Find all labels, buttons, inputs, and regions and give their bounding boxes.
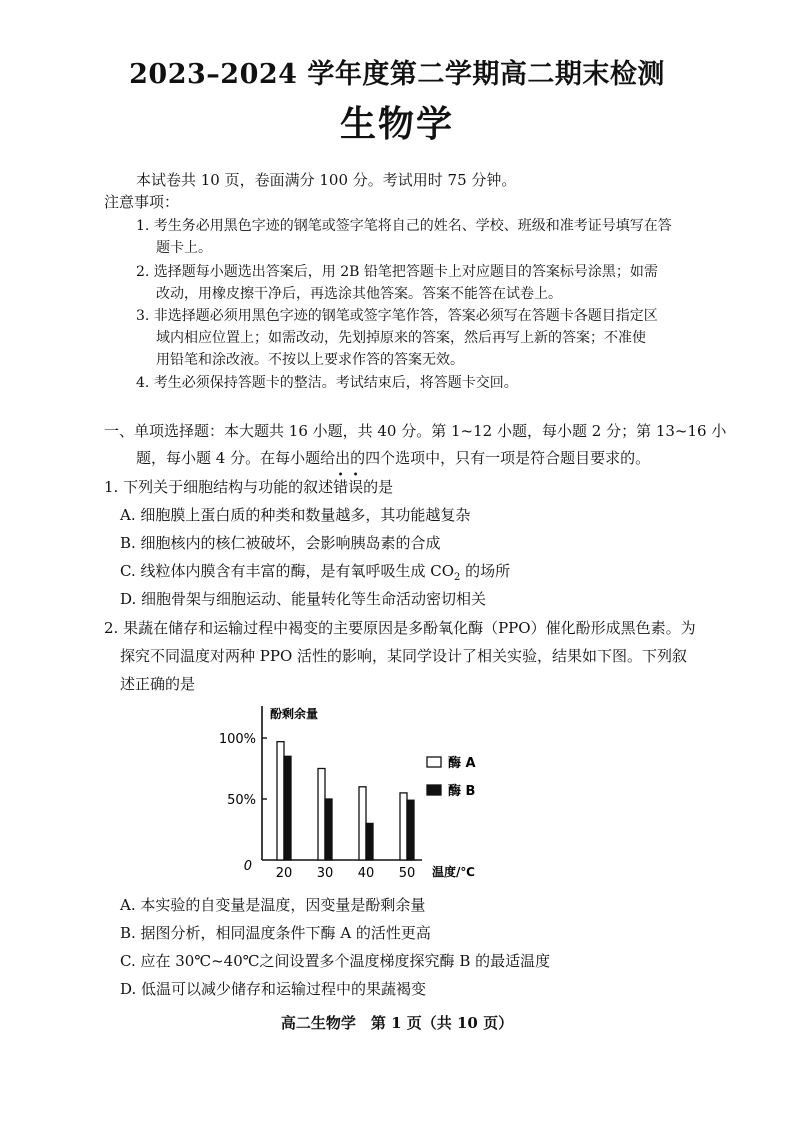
y-axis-label: 酚剩余量 (270, 707, 319, 721)
question-2-stem-line1: 2. 果蔬在储存和运输过程中褐变的主要原因是多酚氧化酶（PPO）催化酚形成黑色素。为 (104, 619, 696, 637)
question-1-option-a: A. 细胞膜上蛋白质的种类和数量越多，其功能越复杂 (120, 506, 471, 524)
question-2-option-b: B. 据图分析，相同温度条件下酶 A 的活性更高 (120, 924, 431, 942)
x-tick-labels (276, 866, 416, 881)
x-tick-label: 30 (316, 866, 334, 881)
exam-intro: 本试卷共 10 页，卷面满分 100 分。考试用时 75 分钟。 (136, 171, 517, 189)
question-2-option-a: A. 本实验的自变量是温度，因变量是酚剩余量 (120, 896, 426, 914)
question-2-stem-line2: 探究不同温度对两种 PPO 活性的影响，某同学设计了相关实验，结果如下图。下列叙 (120, 647, 688, 665)
bar-enzyme-a (318, 769, 325, 861)
x-tick-label: 40 (357, 866, 375, 881)
legend-label: 酶 B (448, 784, 476, 799)
x-axis-label: 温度/℃ (432, 865, 475, 879)
notice-item-1-line1: 1. 考生务必用黑色字迹的钢笔或签字笔将自己的姓名、学校、班级和准考证号填写在答 (136, 218, 672, 234)
bar-enzyme-b (407, 800, 414, 860)
origin-label: 0 (243, 859, 252, 874)
bar-enzyme-b (284, 756, 291, 860)
notice-item-3-line3: 用铅笔和涂改液。不按以上要求作答的答案无效。 (156, 352, 464, 368)
bar-series (277, 742, 414, 860)
legend-label: 酶 A (448, 756, 476, 771)
chart-legend (427, 755, 476, 799)
section-heading-line1: 一、单项选择题：本大题共 16 小题，共 40 分。第 1~12 小题，每小题 2 分；第 13~16 小 (104, 422, 727, 440)
ppo-activity-chart (200, 700, 500, 890)
bar-enzyme-a (400, 793, 407, 860)
bar-enzyme-b (325, 799, 332, 860)
co2-subscript: 2 (454, 572, 461, 583)
y-ticks (219, 732, 267, 808)
question-1-stem-pre: 1. 下列关于细胞结构与功能的叙述 (104, 478, 334, 496)
notice-item-3-line2: 域内相应位置上；如需改动，先划掉原来的答案，然后再写上新的答案；不准使 (156, 330, 646, 346)
legend-swatch (427, 757, 441, 767)
notice-item-2-line1: 2. 选择题每小题选出答案后，用 2B 铅笔把答题卡上对应题目的答案标号涂黑；如需 (136, 264, 658, 280)
question-1-option-b: B. 细胞核内的核仁被破坏，会影响胰岛素的合成 (120, 534, 441, 552)
y-tick-label: 100% (218, 732, 256, 747)
notice-item-2-line2: 改动，用橡皮擦干净后，再选涂其他答案。答案不能答在试卷上。 (156, 286, 562, 302)
option-c-tail: 的场所 (460, 562, 511, 580)
question-1-stem-post: 的是 (363, 478, 394, 496)
question-1-option-c (120, 561, 510, 588)
x-tick-label: 50 (398, 866, 416, 881)
emphasis-char-2: 误 (348, 478, 364, 496)
legend-swatch (427, 785, 441, 795)
subject-title: 生物学 (339, 103, 454, 145)
page-footer: 高二生物学 第 1 页（共 10 页） (280, 1014, 514, 1032)
x-tick-label: 20 (275, 866, 293, 881)
bar-enzyme-b (366, 823, 373, 860)
question-2-option-c: C. 应在 30℃~40℃之间设置多个温度梯度探究酶 B 的最适温度 (120, 952, 551, 970)
question-2-option-d: D. 低温可以减少储存和运输过程中的果蔬褐变 (120, 980, 427, 998)
notice-item-4: 4. 考生必须保持答题卡的整洁。考试结束后，将答题卡交回。 (136, 375, 518, 391)
exam-title: 2023–2024 学年度第二学期高二期末检测 (129, 59, 665, 90)
question-1-stem (104, 477, 393, 497)
emphasis-char-1: 错 (333, 478, 349, 496)
section-heading-line2: 题，每小题 4 分。在每小题给出的四个选项中，只有一项是符合题目要求的。 (136, 449, 651, 467)
notice-item-1-line2: 题卡上。 (156, 240, 212, 256)
bar-enzyme-a (277, 742, 284, 860)
question-2-stem-line3: 述正确的是 (120, 675, 196, 693)
option-c-text: C. 线粒体内膜含有丰富的酶，是有氧呼吸生成 CO (120, 562, 455, 580)
question-1-option-d: D. 细胞骨架与细胞运动、能量转化等生命活动密切相关 (120, 590, 487, 608)
notice-item-3-line1: 3. 非选择题必须用黑色字迹的钢笔或签字笔作答，答案必须写在答题卡各题目指定区 (136, 308, 658, 324)
notice-heading: 注意事项： (104, 193, 180, 211)
y-tick-label: 50% (227, 793, 256, 808)
bar-enzyme-a (359, 787, 366, 860)
